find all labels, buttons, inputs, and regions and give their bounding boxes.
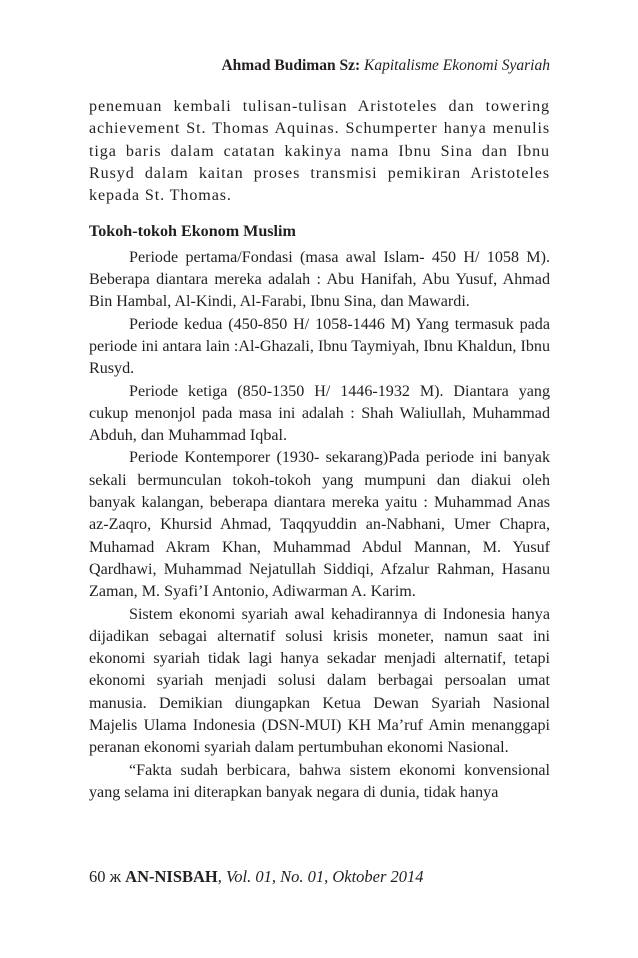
paragraph-periode-ketiga: Periode ketiga (850-1350 H/ 1446-1932 M). Diantara yang cukup menonjol pada masa ini adalah : Shah Waliullah, Muhammad Abduh, dan Muhammad Iqbal.: [89, 382, 550, 445]
header-author: Ahmad Budiman Sz:: [221, 57, 361, 74]
header-title: Kapitalisme Ekonomi Syariah: [364, 57, 550, 74]
paragraph-periode-pertama: Periode pertama/Fondasi (masa awal Islam- 450 H/ 1058 M). Beberapa diantara mereka adalah : Abu Hanifah, Abu Yusuf, Ahmad Bin Hambal, Al-Kindi, Al-Farabi, Ibnu Sina, dan Mawardi.: [89, 248, 550, 311]
paragraph-periode-kontemporer: Periode Kontemporer (1930- sekarang)Pada periode ini banyak sekali bermunculan tokoh-tokoh yang mumpuni dan diakui oleh banyak kalangan, beberapa diantara mereka yaitu : Muhammad Anas az-Zaqro, Khursid Ahmad, Taqqyuddin an-Nabhani, Umer Chapra, Muhamad Akram Khan, Muhammad Abdul Mannan, M. Yusuf Qardhawi, Muhammad Nejatullah Siddiqi, Afzalur Rahman, Hasanu Zaman, M. Syafi’I Antonio, Adiwarman A. Karim.: [89, 449, 550, 601]
running-header: [90, 56, 550, 76]
paragraph-continued: penemuan kembali tulisan-tulisan Aristoteles dan towering achievement St. Thomas Aquinas. Schumperter hanya menulis tiga baris dalam catatan kakinya nama Ibnu Sina dan Ibnu Rusyd dalam kaitan proses transmisi pemikiran Aristoteles kepada St. Thomas.: [89, 98, 550, 205]
page-number: 60: [89, 867, 106, 886]
journal-issue: , Vol. 01, No. 01, Oktober 2014: [217, 867, 424, 886]
paragraph-fakta: “Fakta sudah berbicara, bahwa sistem ekonomi konvensional yang selama ini diterapkan banyak negara di dunia, tidak hanya: [89, 761, 550, 801]
body-text: [89, 96, 550, 804]
running-footer: [89, 866, 550, 888]
footer-separator: ж: [109, 867, 122, 886]
section-heading: Tokoh-tokoh Ekonom Muslim: [89, 223, 296, 241]
journal-name: AN-NISBAH: [125, 867, 218, 886]
paragraph-sistem-ekonomi: Sistem ekonomi syariah awal kehadirannya di Indonesia hanya dijadikan sebagai alternatif solusi krisis moneter, namun saat ini ekonomi syariah tidak lagi hanya sekadar menjadi alternatif, tetapi ekonomi syariah menjadi solusi dalam berbagai persoalan umat manusia. Demikian diungapkan Ketua Dewan Syariah Nasional Majelis Ulama Indonesia (DSN-MUI) KH Ma’ruf Amin menanggapi peranan ekonomi syariah dalam pertumbuhan ekonomi Nasional.: [89, 605, 550, 757]
paragraph-periode-kedua: Periode kedua (450-850 H/ 1058-1446 M) Yang termasuk pada periode ini antara lain :Al-Ghazali, Ibnu Taymiyah, Ibnu Khaldun, Ibnu Rusyd.: [89, 315, 550, 378]
